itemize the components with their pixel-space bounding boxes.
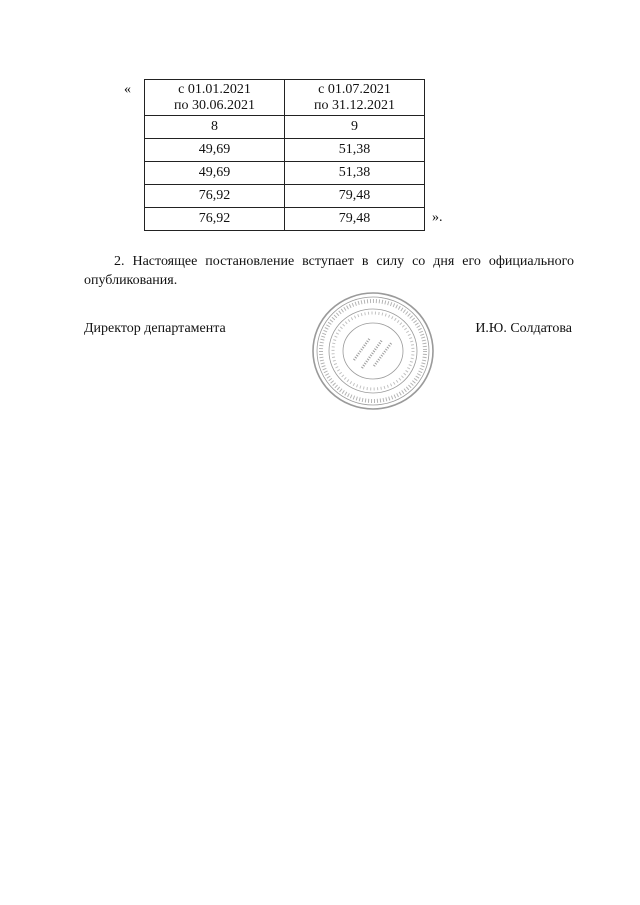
closing-quote: ». (432, 210, 443, 225)
signer-name: И.Ю. Солдатова (475, 321, 572, 336)
table-row (145, 185, 425, 208)
table-row (145, 162, 425, 185)
signer-title: Директор департамента (84, 321, 226, 336)
table-cell: 76,92 (145, 208, 285, 231)
effective-date-paragraph: 2. Настоящее постановление вступает в силу со дня его официального опубликования. (84, 254, 574, 288)
column-number-cell: 9 (285, 116, 425, 139)
table-header-row (145, 80, 425, 116)
table-row (145, 208, 425, 231)
header-cell-period-2 (285, 80, 425, 116)
table-cell: 51,38 (285, 139, 425, 162)
table-cell: 76,92 (145, 185, 285, 208)
tariff-table (144, 79, 425, 231)
table-cell: 79,48 (285, 208, 425, 231)
table-row (145, 139, 425, 162)
period-1-end: по 30.06.2021 (174, 97, 255, 113)
official-seal-stamp (310, 290, 436, 412)
table-cell: 51,38 (285, 162, 425, 185)
period-2-start: с 01.07.2021 (318, 81, 391, 97)
column-number-cell: 8 (145, 116, 285, 139)
period-1-start: с 01.01.2021 (178, 81, 251, 97)
table-cell: 49,69 (145, 139, 285, 162)
column-number-row (145, 116, 425, 139)
table-cell: 79,48 (285, 185, 425, 208)
opening-quote: « (124, 82, 131, 97)
table-cell: 49,69 (145, 162, 285, 185)
period-2-end: по 31.12.2021 (314, 97, 395, 113)
header-cell-period-1 (145, 80, 285, 116)
